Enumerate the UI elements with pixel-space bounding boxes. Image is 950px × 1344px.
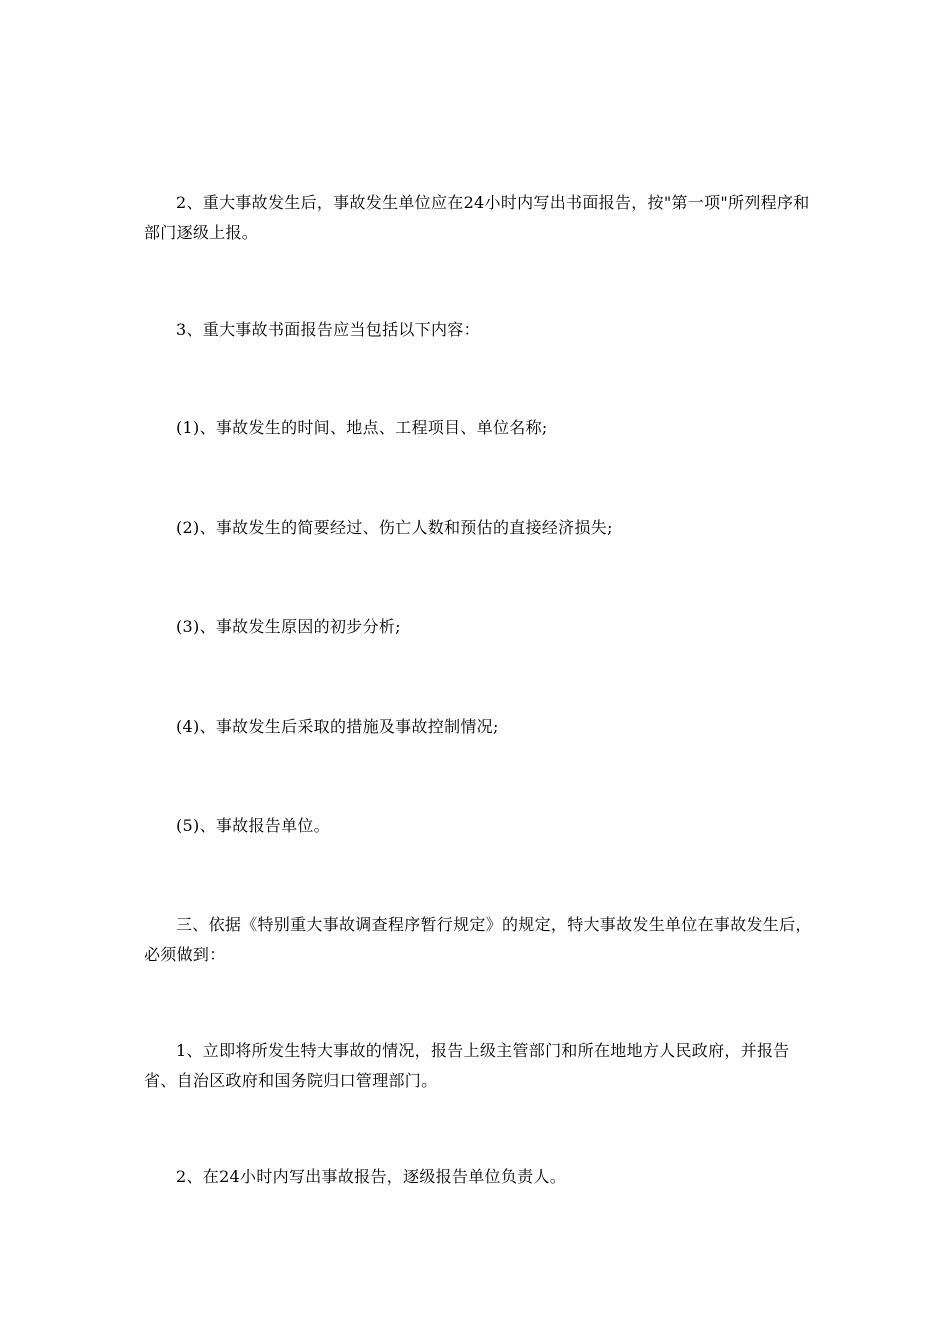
- paragraph-section-three-regulation: 三、依据《特别重大事故调查程序暂行规定》的规定，特大事故发生单位在事故发生后，必须做到：: [144, 915, 812, 964]
- paragraph-report-contents-heading: 3、重大事故书面报告应当包括以下内容：: [176, 320, 480, 339]
- paragraph-item-4-measures: (4)、事故发生后采取的措施及事故控制情况;: [176, 717, 499, 736]
- paragraph-immediate-report: 1、立即将所发生特大事故的情况，报告上级主管部门和所在地地方人民政府，并报告省、自治区政府和国务院归口管理部门。: [144, 1041, 790, 1090]
- paragraph-major-accident-written-report: 2、重大事故发生后，事故发生单位应在24小时内写出书面报告，按"第一项"所列程序和部门逐级上报。: [144, 193, 810, 242]
- paragraph-24-hour-report: 2、在24小时内写出事故报告，逐级报告单位负责人。: [176, 1167, 567, 1186]
- paragraph-item-5-reporting-unit: (5)、事故报告单位。: [176, 816, 330, 835]
- paragraph-item-1-time-place: (1)、事故发生的时间、地点、工程项目、单位名称;: [176, 418, 548, 437]
- paragraph-item-2-brief-course: (2)、事故发生的简要经过、伤亡人数和预估的直接经济损失;: [176, 518, 613, 537]
- paragraph-item-3-cause-analysis: (3)、事故发生原因的初步分析;: [176, 617, 401, 636]
